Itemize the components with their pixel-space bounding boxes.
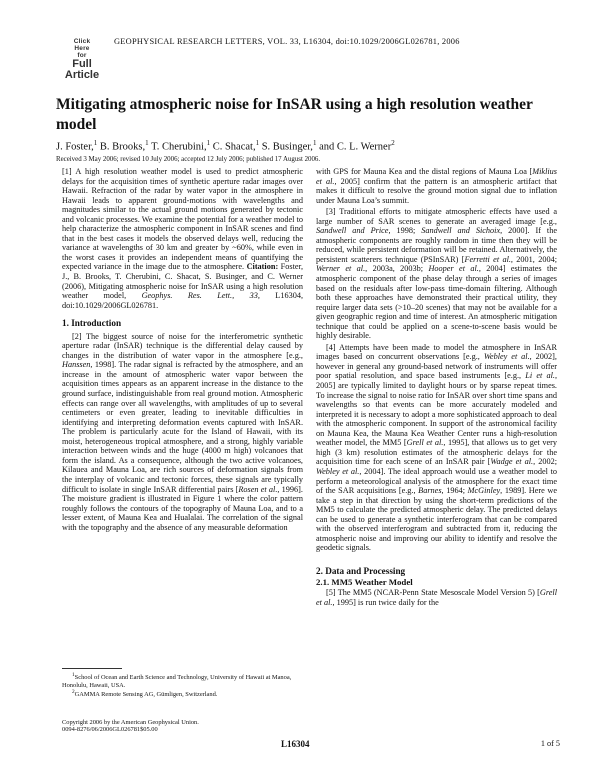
received-dates: Received 3 May 2006; revised 10 July 2006; accepted 12 July 2006; published 17 August 2006.: [56, 156, 321, 163]
reference-link[interactable]: Barnes: [418, 486, 442, 496]
badge-line: Full: [72, 58, 92, 70]
journal-header: GEOPHYSICAL RESEARCH LETTERS, VOL. 33, L16304, doi:10.1029/2006GL026781, 2006: [114, 37, 460, 46]
author-affil: 2: [391, 139, 395, 147]
author: S. Businger,: [261, 141, 313, 153]
para-text: , 2000]. If the atmospheric components are roughly random in time then they will be reduced, while persistent deformation will be retained. Alternatively, the persistent scatterers technique (PSInSAR) [: [316, 226, 557, 264]
left-column: [62, 167, 303, 532]
badge-line: for: [77, 52, 87, 59]
reference-link[interactable]: Rosen et al.: [238, 484, 278, 494]
para-text: , 2001, 2004;: [510, 254, 557, 264]
reference-link[interactable]: Grell et al.: [406, 438, 444, 448]
para-text: , 2005] are typically limited to daylight hours or by sparse repeat times. To increase the signal to noise ratio for InSAR over short time spans and wavelengths so that events can be more accurately modeled and interpreted it is necessary to adopt a more sophisticated approach to deal with the atmospheric component. In support of the astronomical facility on Mauna Kea, the Mauna Kea Weather Center runs a high-resolution weather model, the MM5 [: [316, 371, 558, 448]
article-id: L16304: [281, 739, 310, 749]
paragraph: [316, 207, 557, 341]
footnote: [62, 689, 303, 699]
author-affil: 1: [93, 139, 98, 147]
para-marker: [5]: [326, 587, 336, 597]
author-list: [56, 139, 556, 153]
reference-link[interactable]: Werner et al.: [316, 264, 366, 274]
para-marker: [4]: [326, 342, 336, 352]
section-heading: 2. Data and Processing: [316, 565, 406, 576]
reference-link[interactable]: Grell et al.: [316, 587, 557, 607]
reference-link[interactable]: Webley et al.: [483, 352, 530, 362]
para-text: , 2004]. The ideal approach would use a weather model to perform a meteorological analysis of the atmosphere for the exact time of the SAR acquisitions [e.g.,: [316, 466, 558, 496]
para-text: , 1995], that allows us to get very high (3 km) resolution estimates of the atmospheric delays for the acquisition time for each scene of an InSAR pair [: [316, 438, 558, 467]
abstract-text: A high resolution weather model is used to predict atmospheric delays for the acquisition times of synthetic aperture radar images over Hawaii. Refraction of the radar by water vapor in the atmosphere in Hawaii leads to apparent ground-motions with wavelengths and magnitudes similar to the actual ground motions generated by tectonic and volcanic processes. We examine the potential for a weather model to help characterize the atmospheric component in InSAR scenes and find that in the best cases it models the observed delays well, reducing the variance at wavelengths of 30 km and greater by ~60%, while even in the worst cases it provides an independent means of quantifying the expected variance in the image due to the atmosphere.: [62, 167, 303, 272]
paragraph: [62, 332, 303, 532]
footnote-text: School of Ocean and Earth Science and Technology, University of Hawaii at Manoa, Honolulu, Hawaii, USA.: [62, 674, 292, 689]
footnote-mark: 1: [72, 672, 75, 678]
full-article-badge[interactable]: [62, 38, 102, 81]
paragraph: [316, 343, 557, 553]
badge-line: Click: [73, 38, 91, 45]
author-affil: 1: [206, 139, 211, 147]
copyright-line: Copyright 2006 by the American Geophysical Union.: [62, 719, 199, 726]
author-affil: 1: [312, 139, 317, 147]
paragraph: [316, 167, 557, 205]
para-text: , 1998;: [388, 226, 416, 236]
page-number: 1 of 5: [540, 739, 560, 748]
citation-label: Citation:: [246, 262, 279, 272]
abstract: [62, 167, 303, 310]
author-affil: 1: [255, 139, 260, 147]
para-text: with GPS for Mauna Kea and the distal regions of Mauna Loa [: [316, 167, 533, 176]
right-column: [316, 167, 557, 607]
para-marker: [3]: [326, 207, 336, 217]
reference-link[interactable]: Miklius et al.: [316, 167, 557, 186]
para-text: , 2005] confirm that the pattern is an atmospheric artifact that makes it difficult to resolve the ground motion signal due to inflation under Mauna Loa’s summit.: [316, 176, 557, 205]
author: C. Shacat,: [212, 141, 256, 153]
para-text: , 1964;: [441, 486, 466, 496]
author: J. Foster,: [56, 141, 94, 153]
citation-text: Foster, J., B. Brooks, T. Cherubini, C. Shacat, S. Businger, and C. Werner (2006), Mitigating atmospheric noise for InSAR using a high resolution weather model,: [62, 262, 304, 301]
copyright-issn: 0094-8276/06/2006GL026781$05.00: [62, 726, 158, 734]
citation-journal: Geophys. Res. Lett., 33,: [141, 291, 260, 301]
para-text: , 1989]. Here we take a step in that direction by using the short-term predictions of the MM5 to calculate the predicted atmospheric delay. The predicted delays can be used to generate a synthetic interferogram that can be compared with the observed interferogram and subtracted from it, reducing the atmospheric noise and improving our ability to identify and resolve the geodetic signals.: [316, 486, 557, 553]
reference-link[interactable]: McGinley: [467, 486, 501, 496]
para-text: , 1996]. The moisture gradient is illustrated in Figure 1 where the color pattern roughly follows the contours of the topography of Mauna Loa, and to a lesser extent, of Mauna Kea and Hualalai. The correlation of the signal with the topography and the absence of any measurable deformation: [62, 484, 303, 532]
para-text: Traditional efforts to mitigate atmospheric effects have used a large number of SAR scenes to generate an averaged image [e.g.,: [316, 207, 557, 226]
footnote-text: GAMMA Remote Sensing AG, Gümligen, Switzerland.: [74, 691, 218, 699]
reference-link[interactable]: Hooper et al.: [428, 264, 479, 274]
reference-link[interactable]: Sandwell and Price: [316, 226, 389, 236]
para-text: , 2002;: [533, 457, 557, 467]
citation-doi: L16304, doi:10.1029/2006GL026781.: [62, 291, 304, 310]
author: and C. L. Werner: [319, 141, 392, 153]
copyright: [62, 719, 303, 734]
reference-link[interactable]: Webley et al.: [316, 466, 360, 476]
footnotes: [62, 672, 303, 698]
para-text: Attempts have been made to model the atmosphere in InSAR images based on concurrent observations [e.g.,: [316, 342, 557, 362]
reference-link[interactable]: Ferretti et al.: [464, 254, 511, 264]
para-text: , 1998]. The radar signal is refracted by the atmosphere, and an increase in the amount of atmospheric water vapor between the acquisition times appears as an apparent increase in the distance to the ground surface, indistinguishable from real ground motion. Atmospheric effects can range over all wavelengths, with amplitudes of up to several centimeters or even greater, leading to inevitable difficulties in identifying and interpreting deformation events captured with InSAR. The problem is particularly acute for the Island of Hawaii, with its moist, heterogeneous tropical atmosphere, and a strong, highly variable interaction between winds and the huge (4000 m high) volcanoes that form the island. As a consequence, although the two active volcanoes, Kilauea and Mauna Loa, are rich sources of deformation signals from the interplay of volcanic and tectonic forces, these signals are typically difficult to isolate in single InSAR differential pairs [: [62, 360, 303, 494]
para-marker: [1]: [62, 167, 72, 176]
para-text: The biggest source of noise for the interferometric synthetic aperture radar (InSAR) technique is the differential delay caused by changes in the distribution of water vapor in the atmosphere [e.g.,: [62, 331, 303, 360]
para-text: , 2002], however in general any ground-based network of instruments will offer poor spatial resolution, and space based instruments [e.g.,: [316, 352, 557, 381]
section-heading: 1. Introduction: [62, 318, 122, 329]
para-text: , 2004] estimates the atmospheric component of the phase delay through a series of images based on the residuals after low-pass time-domain filtering. Although both these approaches have demonstrated their practical utility, they require larger data sets (>10–20 scenes) that may not be available for a given geographic region and time of interest. An atmospheric mitigation technique that could be applied on a scene-to-scene basis would be highly desirable.: [316, 264, 558, 341]
author-affil: 1: [145, 139, 149, 147]
paragraph: [316, 588, 557, 607]
reference-link[interactable]: Wadge et al.: [490, 457, 534, 467]
footnote-rule: [62, 668, 122, 669]
para-text: The MM5 (NCAR-Penn State Mesoscale Model Version 5) [: [337, 587, 540, 597]
para-text: , 2003a, 2003b;: [365, 264, 424, 274]
para-marker: [2]: [72, 331, 82, 341]
para-text: , 1995] is run twice daily for the: [332, 597, 439, 607]
footnote: [62, 672, 303, 689]
footnote-mark: 2: [72, 688, 75, 695]
reference-link[interactable]: Li et al.: [525, 371, 555, 381]
author: B. Brooks,: [99, 141, 146, 153]
reference-link[interactable]: Hanssen: [62, 360, 91, 370]
author: T. Cherubini,: [151, 141, 207, 153]
subsection-heading: 2.1. MM5 Weather Model: [316, 577, 413, 588]
badge-line: Article: [64, 69, 100, 81]
reference-link[interactable]: Sandwell and Sichoix: [421, 226, 501, 236]
badge-line: Here: [74, 45, 90, 52]
paper-title: Mitigating atmospheric noise for InSAR using a high resolution weather model: [56, 96, 533, 133]
